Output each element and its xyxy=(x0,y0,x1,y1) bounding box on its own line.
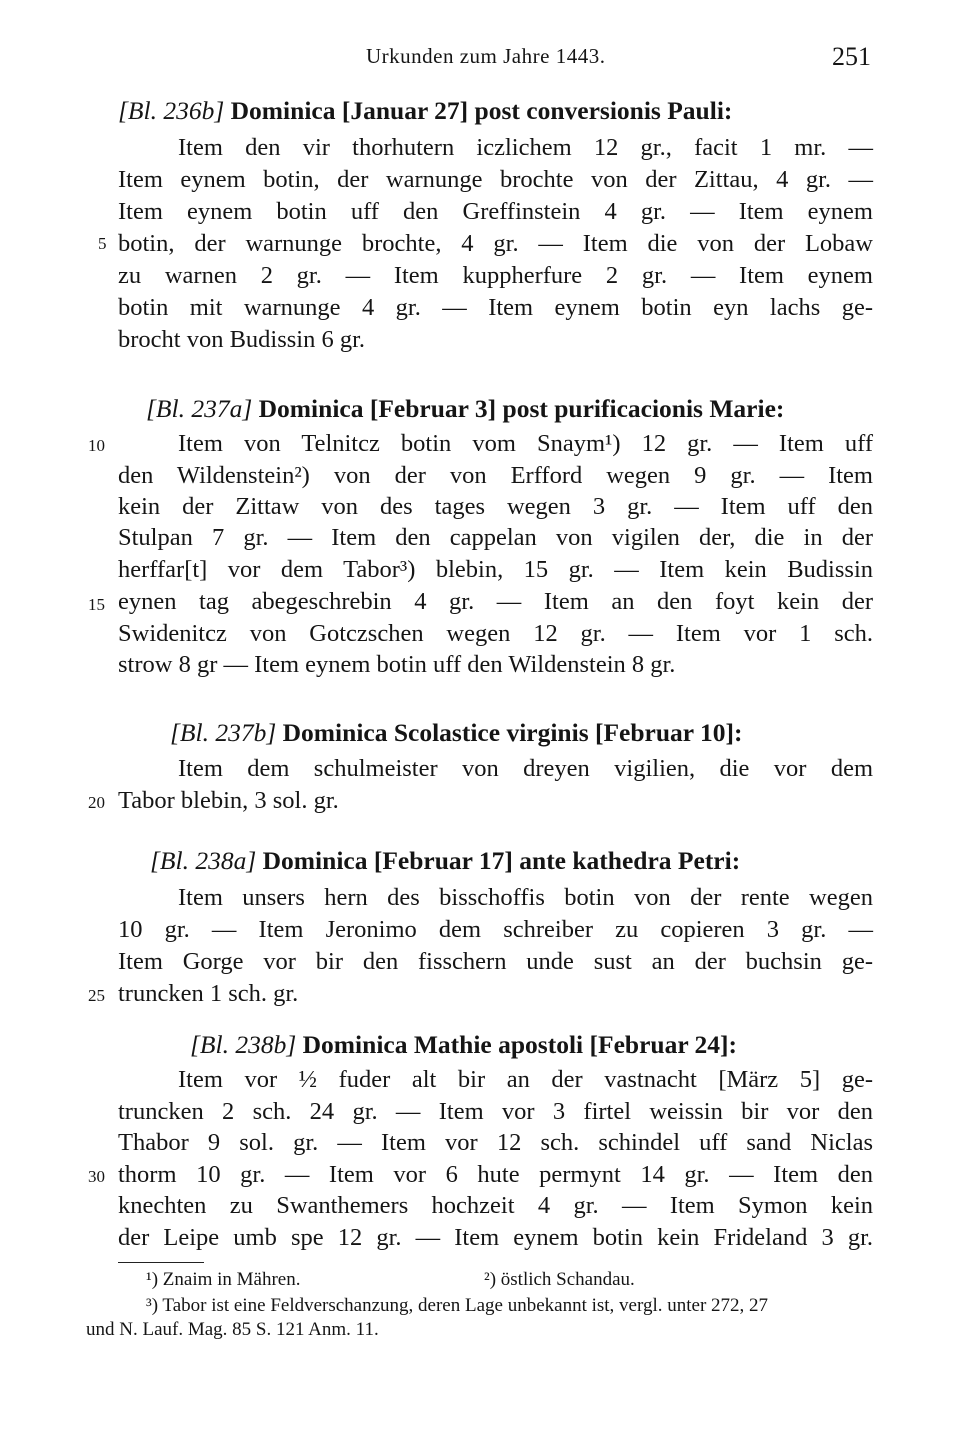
text-line: 10 gr. — Item Jeronimo dem schreiber zu copieren 3 gr. — xyxy=(118,916,873,943)
text-line: Item eynem botin, der warnunge brochte von der Zittau, 4 gr. — xyxy=(118,166,873,193)
text-line: Stulpan 7 gr. — Item den cappelan von vigilen der, die in der xyxy=(118,524,873,551)
heading-text: Dominica [Januar 27] post conversionis Pauli: xyxy=(230,96,733,125)
heading-text: Dominica [Februar 3] post purificacionis Marie: xyxy=(258,394,785,423)
section-heading xyxy=(190,1030,737,1060)
line-number: 10 xyxy=(88,436,105,455)
heading-text: Dominica Scolastice virginis [Februar 10]: xyxy=(282,718,743,747)
section-heading xyxy=(150,846,740,876)
text-line: thorm 10 gr. — Item vor 6 hute permynt 14 gr. — Item den xyxy=(118,1161,873,1188)
text-line: Item eynem botin uff den Greffinstein 4 gr. — Item eynem xyxy=(118,198,873,225)
footnote: ²) östlich Schandau. xyxy=(484,1269,635,1290)
text-line: der Leipe umb spe 12 gr. — Item eynem botin kein Frideland 3 gr. xyxy=(118,1224,873,1251)
text-line: knechten zu Swanthemers hochzeit 4 gr. — Item Symon kein xyxy=(118,1192,873,1219)
line-number: 5 xyxy=(98,234,107,253)
text-line: eynen tag abegeschrebin 4 gr. — Item an den foyt kein der xyxy=(118,588,873,615)
text-line: Thabor 9 sol. gr. — Item vor 12 sch. schindel uff sand Niclas xyxy=(118,1129,873,1156)
text-line: Item vor ½ fuder alt bir an der vastnacht [März 5] ge- xyxy=(178,1066,873,1093)
running-title: Urkunden zum Jahre 1443. xyxy=(366,44,606,68)
text-line: Item dem schulmeister von dreyen vigilien, die vor dem xyxy=(178,755,873,782)
line-number: 20 xyxy=(88,793,105,812)
line-number: 15 xyxy=(88,595,105,614)
footnote: ³) Tabor ist eine Feldverschanzung, deren Lage unbekannt ist, vergl. unter 272, 27 xyxy=(146,1295,769,1316)
section-heading xyxy=(170,718,743,748)
text-line: brocht von Budissin 6 gr. xyxy=(118,326,366,353)
heading-text: Dominica Mathie apostoli [Februar 24]: xyxy=(302,1030,738,1059)
text-line: truncken 1 sch. gr. xyxy=(118,980,299,1007)
folio-reference: [Bl. 237b] xyxy=(170,718,277,747)
text-line: Swidenitcz von Gotczschen wegen 12 gr. — Item vor 1 sch. xyxy=(118,620,873,647)
text-line: Item den vir thorhutern iczlichem 12 gr., facit 1 mr. — xyxy=(178,134,873,161)
line-number: 30 xyxy=(88,1167,105,1186)
heading-text: Dominica [Februar 17] ante kathedra Petri: xyxy=(262,846,741,875)
section-heading xyxy=(118,96,732,126)
text-line: Item Gorge vor bir den fisschern unde sust an der buchsin ge- xyxy=(118,948,873,975)
folio-reference: [Bl. 236b] xyxy=(118,96,225,125)
folio-reference: [Bl. 237a] xyxy=(146,394,253,423)
folio-reference: [Bl. 238b] xyxy=(190,1030,297,1059)
text-line: botin mit warnunge 4 gr. — Item eynem botin eyn lachs ge- xyxy=(118,294,873,321)
footnote-rule xyxy=(118,1262,204,1263)
text-line: botin, der warnunge brochte, 4 gr. — Item die von der Lobaw xyxy=(118,230,873,257)
page-number: 251 xyxy=(832,42,871,71)
section-heading xyxy=(146,394,784,424)
text-line: Item unsers hern des bisschoffis botin von der rente wegen xyxy=(178,884,873,911)
footnote: und N. Lauf. Mag. 85 S. 121 Anm. 11. xyxy=(86,1319,379,1340)
footnote: ¹) Znaim in Mähren. xyxy=(146,1269,301,1290)
text-line: Item von Telnitcz botin vom Snaym¹) 12 gr. — Item uff xyxy=(178,430,873,457)
text-line: den Wildenstein²) von der von Erfford wegen 9 gr. — Item xyxy=(118,462,873,489)
text-line: herffar[t] vor dem Tabor³) blebin, 15 gr. — Item kein Budissin xyxy=(118,556,873,583)
text-line: truncken 2 sch. 24 gr. — Item vor 3 firtel weissin bir vor den xyxy=(118,1098,873,1125)
text-line: kein der Zittaw von des tages wegen 3 gr. — Item uff den xyxy=(118,493,873,520)
text-line: Tabor blebin, 3 sol. gr. xyxy=(118,787,339,814)
text-line: zu warnen 2 gr. — Item kuppherfure 2 gr. — Item eynem xyxy=(118,262,873,289)
text-line: strow 8 gr — Item eynem botin uff den Wildenstein 8 gr. xyxy=(118,651,676,678)
folio-reference: [Bl. 238a] xyxy=(150,846,257,875)
line-number: 25 xyxy=(88,986,105,1005)
